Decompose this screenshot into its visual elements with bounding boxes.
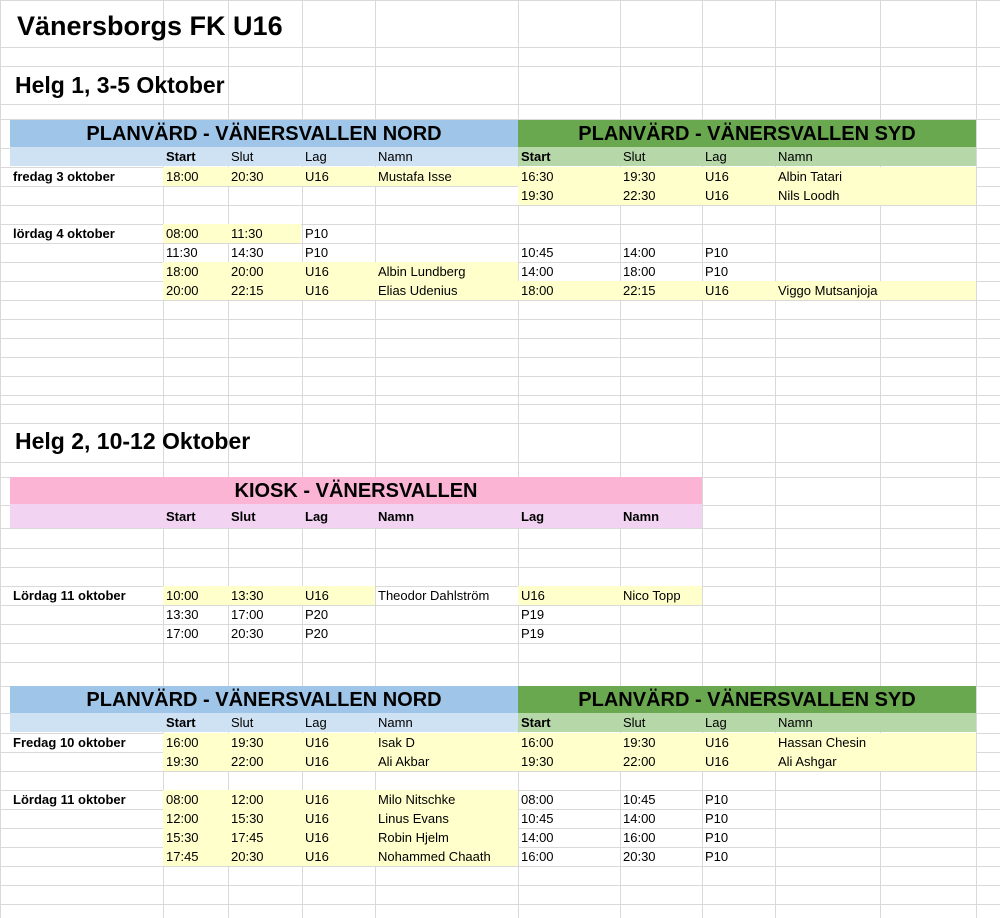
day-label[interactable]: fredag 3 oktober bbox=[13, 169, 115, 184]
syd-cell[interactable]: 19:30 bbox=[623, 169, 656, 184]
syd-cell[interactable]: 14:00 bbox=[521, 264, 554, 279]
syd-cell[interactable]: 10:45 bbox=[623, 792, 656, 807]
syd-cell[interactable]: Nils Loodh bbox=[778, 188, 840, 203]
nord-cell[interactable]: U16 bbox=[305, 849, 329, 864]
syd-cell[interactable]: 14:00 bbox=[623, 811, 656, 826]
nord-cell[interactable]: Mustafa Isse bbox=[378, 169, 452, 184]
nord-cell[interactable]: U16 bbox=[305, 754, 329, 769]
syd-cell[interactable]: 10:45 bbox=[521, 245, 554, 260]
syd-cell[interactable]: Viggo Mutsanjoja bbox=[778, 283, 878, 298]
nord-cell[interactable]: U16 bbox=[305, 792, 329, 807]
syd-cell[interactable]: 22:15 bbox=[623, 283, 656, 298]
header-slut[interactable]: Slut bbox=[231, 149, 254, 164]
nord-cell[interactable]: 17:45 bbox=[166, 849, 199, 864]
nord-cell[interactable]: U16 bbox=[305, 830, 329, 845]
syd-cell[interactable]: 22:30 bbox=[623, 188, 656, 203]
nord-cell[interactable]: U16 bbox=[305, 811, 329, 826]
kiosk-cell[interactable]: P19 bbox=[521, 626, 545, 641]
kiosk-header-slut[interactable]: Slut bbox=[231, 509, 256, 524]
helg1-heading[interactable]: Helg 1, 3-5 Oktober bbox=[15, 72, 225, 98]
syd-title[interactable]: PLANVÄRD - VÄNERSVALLEN SYD bbox=[578, 689, 916, 711]
syd-cell[interactable]: P10 bbox=[705, 830, 729, 845]
syd-cell[interactable]: 14:00 bbox=[623, 245, 656, 260]
nord-cell[interactable]: 19:30 bbox=[166, 754, 199, 769]
syd-cell[interactable]: Ali Ashgar bbox=[778, 754, 837, 769]
syd-cell[interactable]: P10 bbox=[705, 849, 729, 864]
nord-cell[interactable]: Nohammed Chaath bbox=[378, 849, 491, 864]
nord-title[interactable]: PLANVÄRD - VÄNERSVALLEN NORD bbox=[86, 689, 442, 711]
header-namn[interactable]: Namn bbox=[778, 149, 813, 164]
syd-cell[interactable]: 14:00 bbox=[521, 830, 554, 845]
nord-cell[interactable]: U16 bbox=[305, 264, 329, 279]
kiosk-cell[interactable]: U16 bbox=[305, 588, 329, 603]
nord-cell[interactable]: 22:00 bbox=[231, 754, 264, 769]
syd-cell[interactable]: 16:00 bbox=[521, 849, 554, 864]
header-namn[interactable]: Namn bbox=[778, 715, 813, 730]
kiosk-cell[interactable]: P20 bbox=[305, 607, 329, 622]
header-lag[interactable]: Lag bbox=[705, 715, 727, 730]
nord-cell[interactable]: Robin Hjelm bbox=[378, 830, 449, 845]
day-label[interactable]: Lördag 11 oktober bbox=[13, 588, 126, 603]
syd-cell[interactable]: 22:00 bbox=[623, 754, 656, 769]
nord-cell[interactable]: U16 bbox=[305, 735, 329, 750]
header-lag[interactable]: Lag bbox=[705, 149, 727, 164]
helg2-heading[interactable]: Helg 2, 10-12 Oktober bbox=[15, 428, 251, 454]
syd-cell[interactable]: 19:30 bbox=[623, 735, 656, 750]
nord-cell[interactable]: 08:00 bbox=[166, 792, 199, 807]
header-slut[interactable]: Slut bbox=[623, 715, 646, 730]
nord-cell[interactable]: Milo Nitschke bbox=[378, 792, 456, 807]
syd-cell[interactable]: 18:00 bbox=[623, 264, 656, 279]
nord-cell[interactable]: 20:00 bbox=[231, 264, 264, 279]
syd-cell[interactable]: P10 bbox=[705, 264, 729, 279]
nord-cell[interactable]: 20:30 bbox=[231, 849, 264, 864]
syd-cell[interactable]: 16:30 bbox=[521, 169, 554, 184]
kiosk-cell[interactable]: 20:30 bbox=[231, 626, 264, 641]
nord-cell[interactable]: 11:30 bbox=[166, 245, 198, 260]
nord-cell[interactable]: 19:30 bbox=[231, 735, 264, 750]
header-start[interactable]: Start bbox=[521, 149, 551, 164]
header-lag[interactable]: Lag bbox=[305, 149, 327, 164]
syd-cell[interactable]: 16:00 bbox=[623, 830, 656, 845]
syd-cell[interactable]: P10 bbox=[705, 792, 729, 807]
nord-cell[interactable]: 14:30 bbox=[231, 245, 264, 260]
kiosk-cell[interactable]: 13:30 bbox=[231, 588, 264, 603]
syd-title[interactable]: PLANVÄRD - VÄNERSVALLEN SYD bbox=[578, 123, 916, 145]
header-slut[interactable]: Slut bbox=[623, 149, 646, 164]
kiosk-header-namn[interactable]: Namn bbox=[378, 509, 415, 524]
nord-cell[interactable]: 15:30 bbox=[166, 830, 199, 845]
header-namn[interactable]: Namn bbox=[378, 715, 413, 730]
nord-cell[interactable]: U16 bbox=[305, 169, 329, 184]
nord-cell[interactable]: 18:00 bbox=[166, 169, 199, 184]
header-start[interactable]: Start bbox=[521, 715, 551, 730]
nord-cell[interactable]: Linus Evans bbox=[378, 811, 449, 826]
kiosk-cell[interactable]: P20 bbox=[305, 626, 329, 641]
syd-cell[interactable]: Albin Tatari bbox=[778, 169, 843, 184]
nord-cell[interactable]: 18:00 bbox=[166, 264, 199, 279]
kiosk-cell[interactable]: 13:30 bbox=[166, 607, 199, 622]
nord-cell[interactable]: 12:00 bbox=[231, 792, 264, 807]
syd-cell[interactable]: U16 bbox=[705, 735, 729, 750]
syd-cell[interactable]: 18:00 bbox=[521, 283, 554, 298]
header-start[interactable]: Start bbox=[166, 715, 196, 730]
kiosk-cell[interactable]: U16 bbox=[521, 588, 545, 603]
nord-cell[interactable]: U16 bbox=[305, 283, 329, 298]
nord-cell[interactable]: 20:00 bbox=[166, 283, 199, 298]
syd-cell[interactable]: 08:00 bbox=[521, 792, 554, 807]
nord-cell[interactable]: Elias Udenius bbox=[378, 283, 458, 298]
syd-cell[interactable]: 16:00 bbox=[521, 735, 554, 750]
nord-cell[interactable]: 08:00 bbox=[166, 226, 199, 241]
sheet-title[interactable]: Vänersborgs FK U16 bbox=[17, 11, 283, 41]
kiosk-cell[interactable]: P19 bbox=[521, 607, 545, 622]
syd-cell[interactable]: 19:30 bbox=[521, 754, 554, 769]
nord-cell[interactable]: P10 bbox=[305, 226, 329, 241]
header-slut[interactable]: Slut bbox=[231, 715, 254, 730]
kiosk-header-start[interactable]: Start bbox=[166, 509, 196, 524]
nord-cell[interactable]: 16:00 bbox=[166, 735, 199, 750]
kiosk-header-lag[interactable]: Lag bbox=[521, 509, 545, 524]
nord-cell[interactable]: 11:30 bbox=[231, 226, 263, 241]
kiosk-cell[interactable]: 17:00 bbox=[166, 626, 199, 641]
kiosk-cell[interactable]: 10:00 bbox=[166, 588, 199, 603]
nord-cell[interactable]: 20:30 bbox=[231, 169, 264, 184]
syd-cell[interactable]: U16 bbox=[705, 283, 729, 298]
nord-cell[interactable]: 17:45 bbox=[231, 830, 264, 845]
nord-cell[interactable]: Ali Akbar bbox=[378, 754, 430, 769]
syd-cell[interactable]: U16 bbox=[705, 169, 729, 184]
kiosk-header-lag[interactable]: Lag bbox=[305, 509, 329, 524]
nord-cell[interactable]: Isak D bbox=[378, 735, 415, 750]
nord-cell[interactable]: 22:15 bbox=[231, 283, 264, 298]
kiosk-title[interactable]: KIOSK - VÄNERSVALLEN bbox=[234, 480, 478, 502]
syd-cell[interactable]: P10 bbox=[705, 245, 729, 260]
header-start[interactable]: Start bbox=[166, 149, 196, 164]
kiosk-cell[interactable]: Nico Topp bbox=[623, 588, 681, 603]
syd-cell[interactable]: P10 bbox=[705, 811, 729, 826]
syd-cell[interactable]: Hassan Chesin bbox=[778, 735, 867, 750]
nord-cell[interactable]: Albin Lundberg bbox=[378, 264, 466, 279]
day-label[interactable]: Lördag 11 oktober bbox=[13, 792, 126, 807]
header-lag[interactable]: Lag bbox=[305, 715, 327, 730]
kiosk-header-namn[interactable]: Namn bbox=[623, 509, 660, 524]
day-label[interactable]: Fredag 10 oktober bbox=[13, 735, 126, 750]
syd-cell[interactable]: U16 bbox=[705, 754, 729, 769]
nord-cell[interactable]: 12:00 bbox=[166, 811, 199, 826]
syd-cell[interactable]: 10:45 bbox=[521, 811, 554, 826]
day-label[interactable]: lördag 4 oktober bbox=[13, 226, 115, 241]
syd-cell[interactable]: 19:30 bbox=[521, 188, 554, 203]
kiosk-cell[interactable]: Theodor Dahlström bbox=[378, 588, 490, 603]
nord-cell[interactable]: P10 bbox=[305, 245, 329, 260]
syd-cell[interactable]: 20:30 bbox=[623, 849, 656, 864]
kiosk-cell[interactable]: 17:00 bbox=[231, 607, 264, 622]
syd-cell[interactable]: U16 bbox=[705, 188, 729, 203]
nord-cell[interactable]: 15:30 bbox=[231, 811, 264, 826]
nord-title[interactable]: PLANVÄRD - VÄNERSVALLEN NORD bbox=[86, 123, 442, 145]
header-namn[interactable]: Namn bbox=[378, 149, 413, 164]
